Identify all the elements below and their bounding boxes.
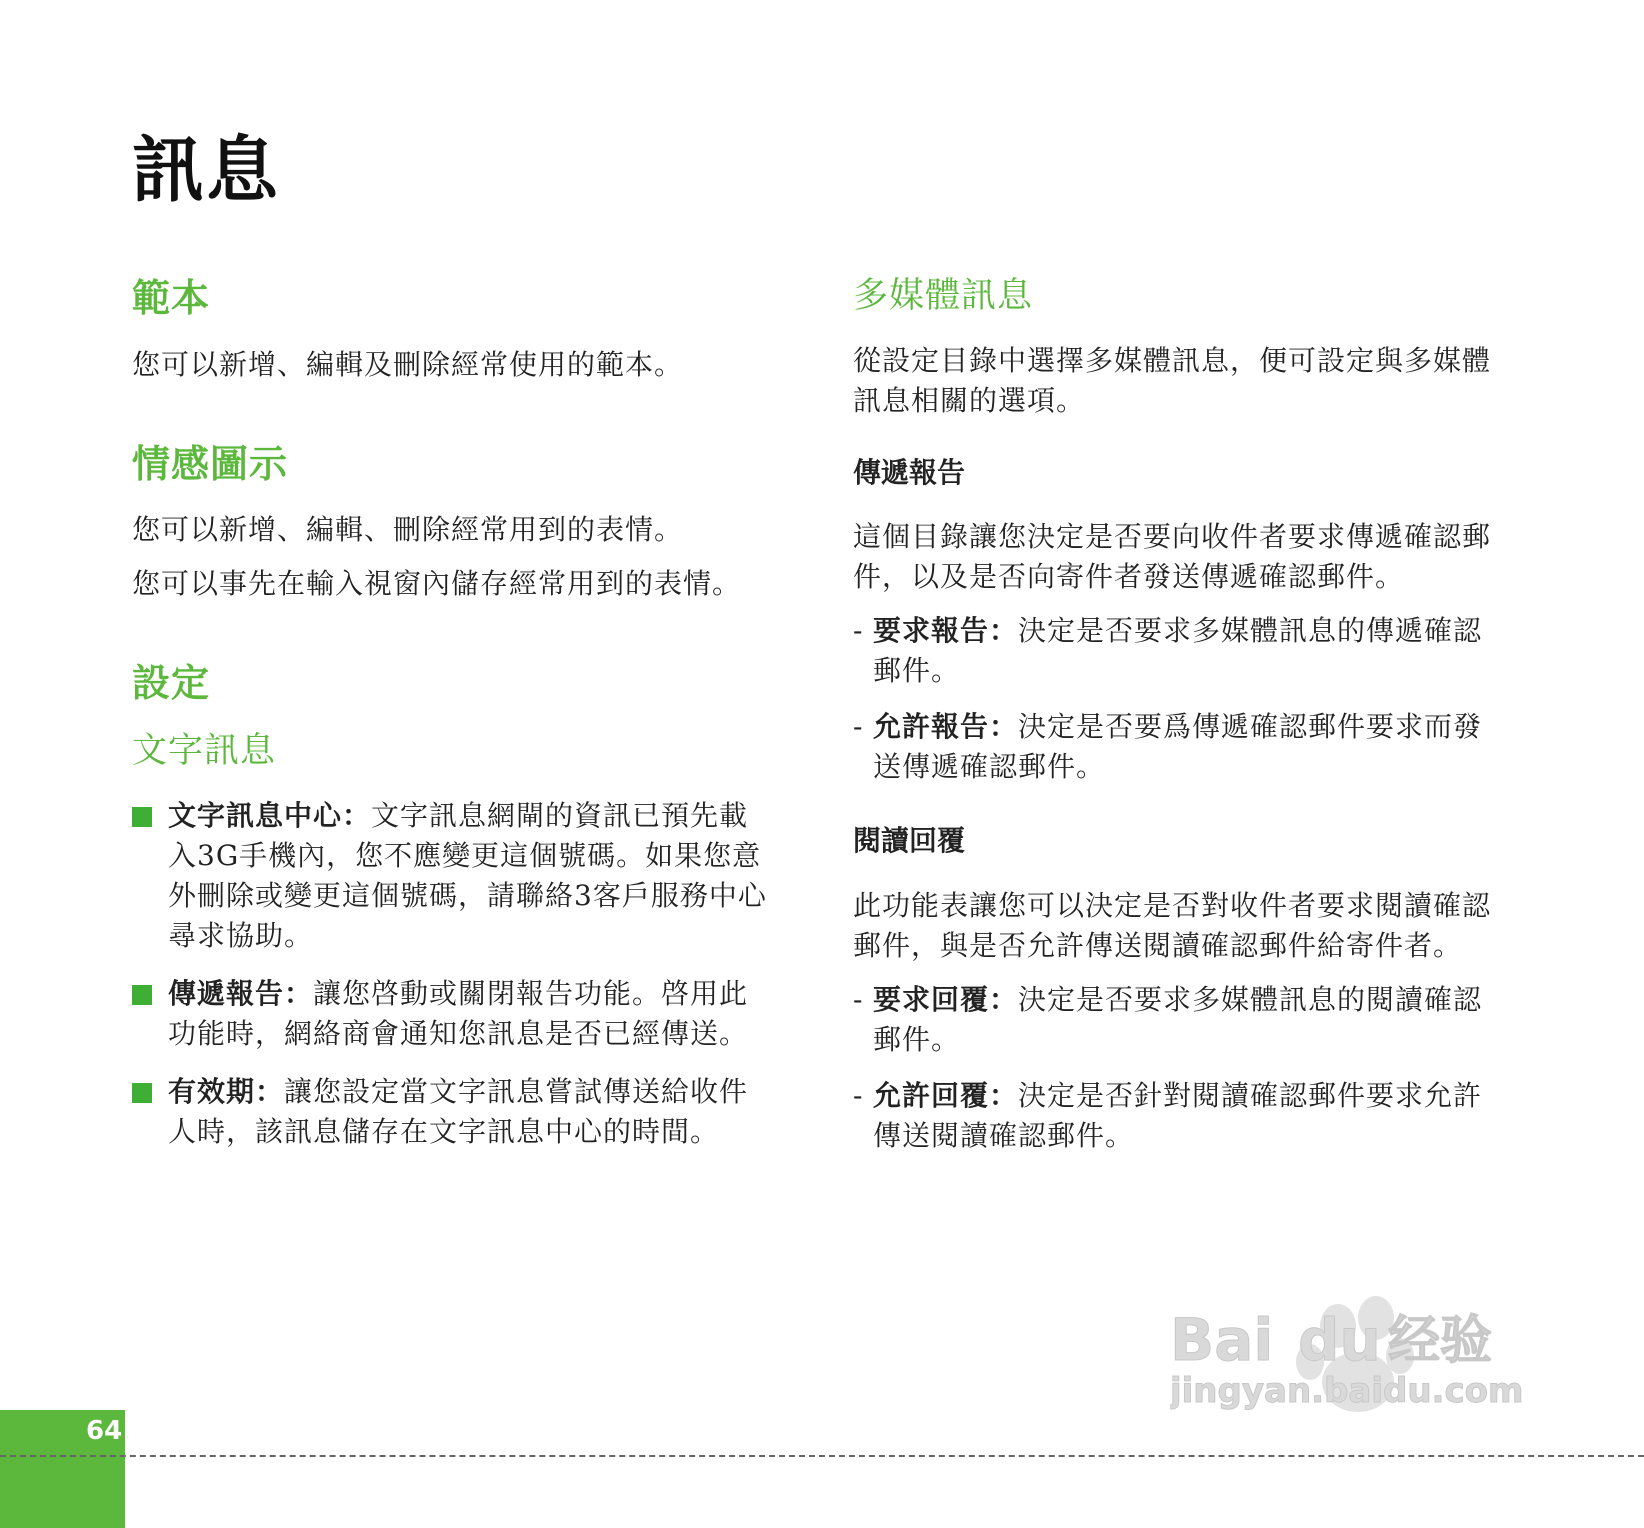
watermark-url: jingyan.baidu.com bbox=[1170, 1371, 1524, 1411]
watermark-brand-cn: 经验 bbox=[1388, 1311, 1493, 1371]
item-term: 允許回覆： bbox=[873, 1078, 1019, 1112]
templates-heading: 範本 bbox=[132, 275, 211, 320]
mms-body: 從設定目錄中選擇多媒體訊息，便可設定與多媒體訊息相關的選項。 bbox=[853, 344, 1492, 417]
item-term: 允許報告： bbox=[873, 710, 1019, 744]
read-reply-heading: 閱讀回覆 bbox=[853, 824, 966, 858]
list-item bbox=[853, 611, 1493, 691]
dash-bullet: - bbox=[853, 1078, 864, 1112]
templates-body: 您可以新增、編輯及刪除經常使用的範本。 bbox=[132, 347, 684, 381]
dash-bullet: - bbox=[853, 614, 864, 648]
item-term: 傳遞報告： bbox=[168, 976, 314, 1010]
right-column bbox=[853, 275, 1493, 1172]
page-title: 訊息 bbox=[132, 127, 281, 212]
item-text: 讓您設定當文字訊息嘗試傳送給收件人時，該訊息儲存在文字訊息中心的時間。 bbox=[168, 1074, 749, 1148]
watermark-brand-1: Bai bbox=[1170, 1306, 1274, 1374]
item-term: 要求回覆： bbox=[873, 982, 1019, 1016]
emoticons-body-2: 您可以事先在輸入視窗內儲存經常用到的表情。 bbox=[132, 567, 742, 601]
delivery-report-list bbox=[853, 611, 1493, 787]
item-term: 要求報告： bbox=[873, 614, 1019, 648]
list-item bbox=[853, 1076, 1493, 1156]
text-message-subheading: 文字訊息 bbox=[132, 730, 277, 771]
list-item bbox=[853, 980, 1493, 1060]
page-number: 64 bbox=[86, 1416, 123, 1446]
square-bullet-icon bbox=[132, 985, 152, 1005]
item-text: 決定是否針對閱讀確認郵件要求允許傳送閱讀確認郵件。 bbox=[873, 1078, 1483, 1152]
square-bullet-icon bbox=[132, 807, 152, 827]
item-text: 決定是否要求多媒體訊息的傳遞確認郵件。 bbox=[873, 614, 1483, 688]
item-text: 讓您啓動或關閉報告功能。啓用此功能時，網絡商會通知您訊息是否已經傳送。 bbox=[168, 976, 749, 1050]
square-bullet-icon bbox=[132, 1083, 152, 1103]
list-item bbox=[132, 796, 772, 956]
delivery-report-body: 這個目錄讓您決定是否要向收件者要求傳遞確認郵件，以及是否向寄件者發送傳遞確認郵件。 bbox=[853, 520, 1492, 594]
watermark-brand-2: du bbox=[1298, 1306, 1381, 1374]
emoticons-heading: 情感圖示 bbox=[132, 440, 289, 486]
left-column bbox=[132, 275, 772, 1170]
item-text: 決定是否要求多媒體訊息的閱讀確認郵件。 bbox=[873, 982, 1483, 1056]
settings-heading: 設定 bbox=[132, 660, 211, 706]
text-message-settings-list bbox=[132, 796, 772, 1152]
list-item bbox=[132, 974, 772, 1054]
list-item bbox=[132, 1072, 772, 1152]
delivery-report-heading: 傳遞報告 bbox=[853, 456, 966, 489]
dash-bullet: - bbox=[853, 982, 864, 1016]
emoticons-body-1: 您可以新增、編輯、刪除經常用到的表情。 bbox=[132, 513, 684, 547]
item-text: 文字訊息網閘的資訊已預先載入3G手機內，您不應變更這個號碼。如果您意外刪除或變更這個號碼，請聯絡3客戶服務中心尋求協助。 bbox=[168, 798, 767, 952]
item-text: 決定是否要爲傳遞確認郵件要求而發送傳遞確認郵件。 bbox=[873, 710, 1483, 784]
mms-heading: 多媒體訊息 bbox=[853, 276, 1034, 316]
baidu-jingyan-watermark bbox=[1170, 1290, 1550, 1470]
item-term: 文字訊息中心： bbox=[168, 798, 372, 832]
item-term: 有效期： bbox=[168, 1074, 285, 1108]
dash-bullet: - bbox=[853, 710, 864, 744]
read-reply-body: 此功能表讓您可以決定是否對收件者要求閱讀確認郵件，與是否允許傳送閱讀確認郵件給寄件者。 bbox=[853, 888, 1492, 962]
list-item bbox=[853, 707, 1493, 787]
read-reply-list bbox=[853, 980, 1493, 1156]
